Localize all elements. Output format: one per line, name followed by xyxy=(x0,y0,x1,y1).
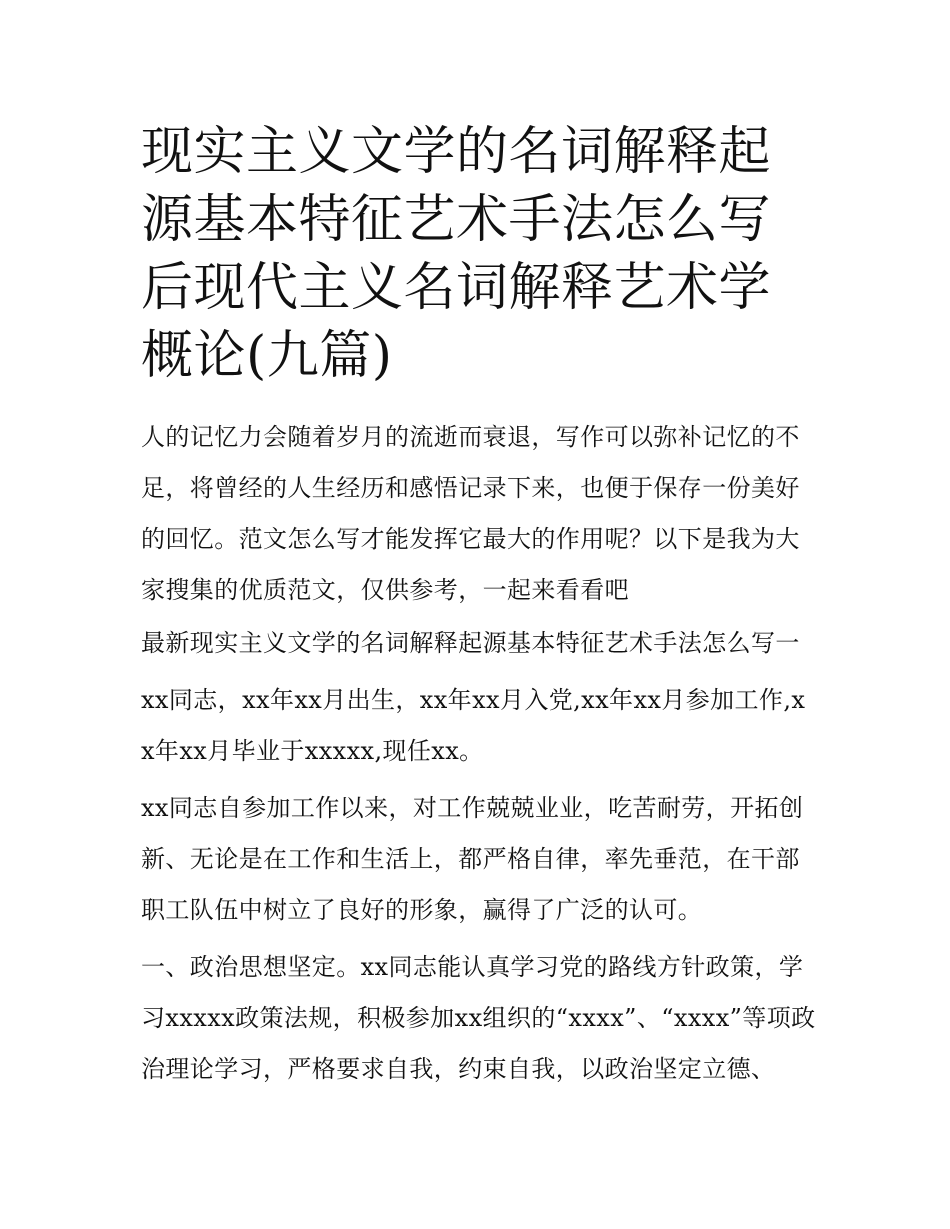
section-heading: 最新现实主义文学的名词解释起源基本特征艺术手法怎么写一 xyxy=(141,629,800,657)
intro-paragraph: 人的记忆力会随着岁月的流逝而衰退，写作可以弥补记忆的不足，将曾经的人生经历和感悟记录下来，也便于保存一份美好的回忆。范文怎么写才能发挥它最大的作用呢？以下是我为大家搜集的优质范文，仅供参考，一起来看看吧 xyxy=(141,423,800,604)
profile-paragraph: xx同志，xx年xx月出生，xx年xx月入党,xx年xx月参加工作,xx年xx月毕业于xxxxx,现任xx。 xyxy=(141,686,806,765)
politics-paragraph: 一、政治思想坚定。xx同志能认真学习党的路线方针政策，学习xxxxx政策法规，积极参加xx组织的“xxxx”、“xxxx”等项政治理论学习，严格要求自我，约束自我，以政治坚定立德、 xyxy=(141,953,816,1083)
document-title: 现实主义文学的名词解释起源基本特征艺术手法怎么写 后现代主义名词解释艺术学概论(九篇) xyxy=(141,122,772,386)
work-paragraph: xx同志自参加工作以来，对工作兢兢业业，吃苦耐劳，开拓创新、无论是在工作和生活上，都严格自律，率先垂范，在干部职工队伍中树立了良好的形象，赢得了广泛的认可。 xyxy=(141,794,804,924)
document-page xyxy=(141,118,816,1101)
